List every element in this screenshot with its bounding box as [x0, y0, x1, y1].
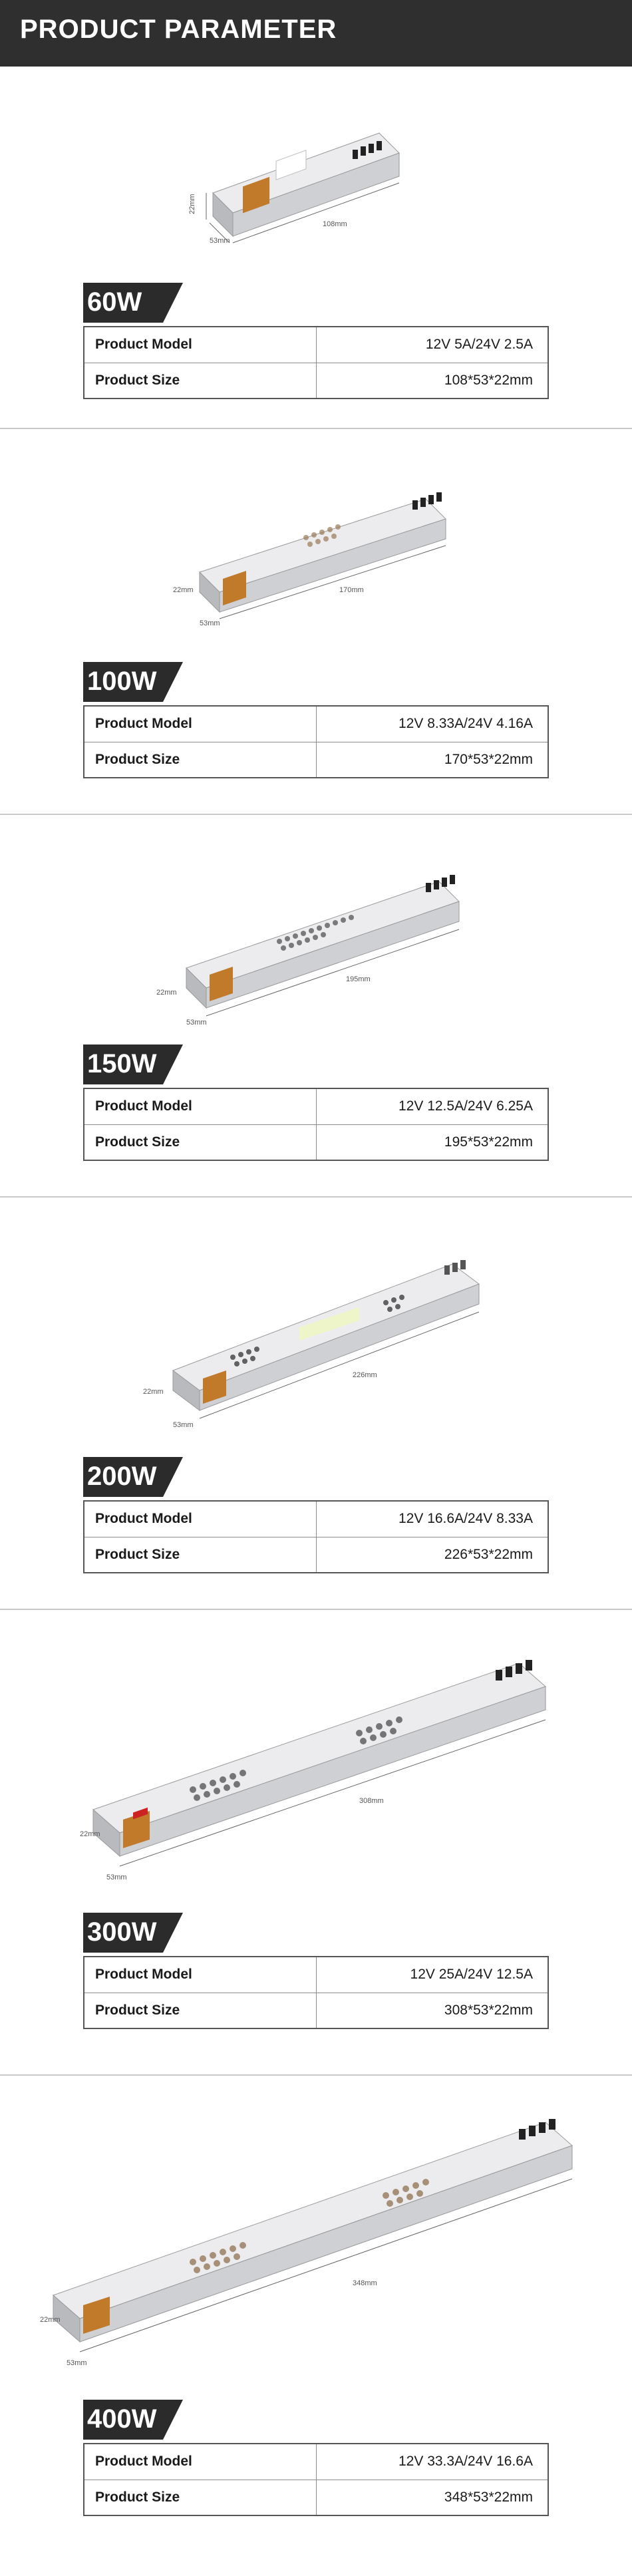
product-image-400w — [40, 2096, 592, 2375]
watt-label: 400W — [87, 2404, 157, 2434]
product-image-100w — [160, 459, 479, 659]
svg-text:22mm: 22mm — [40, 2316, 61, 2324]
size-label: Product Size — [84, 742, 316, 778]
svg-text:195mm: 195mm — [346, 975, 371, 983]
table-row — [84, 1993, 548, 2028]
spec-table — [83, 1956, 549, 2029]
svg-text:108mm: 108mm — [323, 220, 347, 228]
spec-table — [83, 1500, 549, 1573]
watt-tag — [83, 283, 183, 323]
product-section-300w — [0, 1610, 632, 2076]
model-label: Product Model — [84, 706, 316, 742]
product-section-150w — [0, 815, 632, 1198]
model-value: 12V 16.6A/24V 8.33A — [316, 1501, 548, 1537]
watt-label: 300W — [87, 1917, 157, 1947]
product-section-60w — [0, 67, 632, 429]
table-row — [84, 363, 548, 399]
table-row — [84, 742, 548, 778]
svg-text:53mm: 53mm — [106, 1873, 127, 1881]
page-header — [0, 0, 632, 67]
model-label: Product Model — [84, 327, 316, 363]
svg-text:53mm: 53mm — [186, 1019, 207, 1027]
watt-tag — [83, 2400, 183, 2440]
table-row — [84, 1124, 548, 1160]
table-row — [84, 1088, 548, 1124]
product-section-200w — [0, 1198, 632, 1610]
svg-text:53mm: 53mm — [200, 619, 220, 627]
svg-text:226mm: 226mm — [353, 1371, 377, 1379]
size-label: Product Size — [84, 1993, 316, 2028]
watt-label: 100W — [87, 667, 157, 696]
watt-label: 60W — [87, 287, 142, 317]
svg-text:53mm: 53mm — [173, 1421, 194, 1429]
model-label: Product Model — [84, 1501, 316, 1537]
svg-text:170mm: 170mm — [339, 586, 364, 594]
size-value: 348*53*22mm — [316, 2480, 548, 2515]
svg-text:348mm: 348mm — [353, 2279, 377, 2287]
svg-text:308mm: 308mm — [359, 1797, 384, 1805]
model-value: 12V 25A/24V 12.5A — [316, 1957, 548, 1993]
model-value: 12V 5A/24V 2.5A — [316, 327, 548, 363]
watt-tag — [83, 1045, 183, 1084]
product-section-100w — [0, 429, 632, 815]
model-label: Product Model — [84, 2444, 316, 2480]
table-row — [84, 327, 548, 363]
size-label: Product Size — [84, 1124, 316, 1160]
product-image-300w — [80, 1637, 559, 1903]
model-label: Product Model — [84, 1088, 316, 1124]
svg-text:22mm: 22mm — [80, 1830, 100, 1838]
size-value: 308*53*22mm — [316, 1993, 548, 2028]
product-section-400w — [0, 2076, 632, 2576]
size-label: Product Size — [84, 1537, 316, 1573]
svg-text:22mm: 22mm — [143, 1388, 164, 1396]
size-label: Product Size — [84, 363, 316, 399]
watt-label: 200W — [87, 1462, 157, 1491]
size-value: 195*53*22mm — [316, 1124, 548, 1160]
model-value: 12V 8.33A/24V 4.16A — [316, 706, 548, 742]
watt-tag — [83, 1457, 183, 1497]
page-title: PRODUCT PARAMETER — [20, 15, 337, 44]
watt-tag — [83, 662, 183, 702]
product-image-150w — [146, 842, 492, 1041]
table-row — [84, 1537, 548, 1573]
svg-text:22mm: 22mm — [173, 586, 194, 594]
table-row — [84, 1501, 548, 1537]
svg-text:53mm: 53mm — [210, 237, 230, 245]
table-row — [84, 2480, 548, 2515]
table-row — [84, 706, 548, 742]
size-value: 226*53*22mm — [316, 1537, 548, 1573]
spec-table — [83, 2443, 549, 2516]
size-value: 170*53*22mm — [316, 742, 548, 778]
table-row — [84, 1957, 548, 1993]
svg-text:53mm: 53mm — [67, 2359, 87, 2367]
watt-label: 150W — [87, 1049, 157, 1078]
model-value: 12V 33.3A/24V 16.6A — [316, 2444, 548, 2480]
model-value: 12V 12.5A/24V 6.25A — [316, 1088, 548, 1124]
product-image-200w — [133, 1224, 506, 1444]
size-label: Product Size — [84, 2480, 316, 2515]
spec-table — [83, 705, 549, 778]
product-image-60w — [180, 106, 446, 279]
svg-text:22mm: 22mm — [188, 194, 196, 214]
spec-table — [83, 326, 549, 399]
size-value: 108*53*22mm — [316, 363, 548, 399]
watt-tag — [83, 1913, 183, 1953]
svg-text:22mm: 22mm — [156, 989, 177, 997]
table-row — [84, 2444, 548, 2480]
model-label: Product Model — [84, 1957, 316, 1993]
spec-table — [83, 1088, 549, 1161]
